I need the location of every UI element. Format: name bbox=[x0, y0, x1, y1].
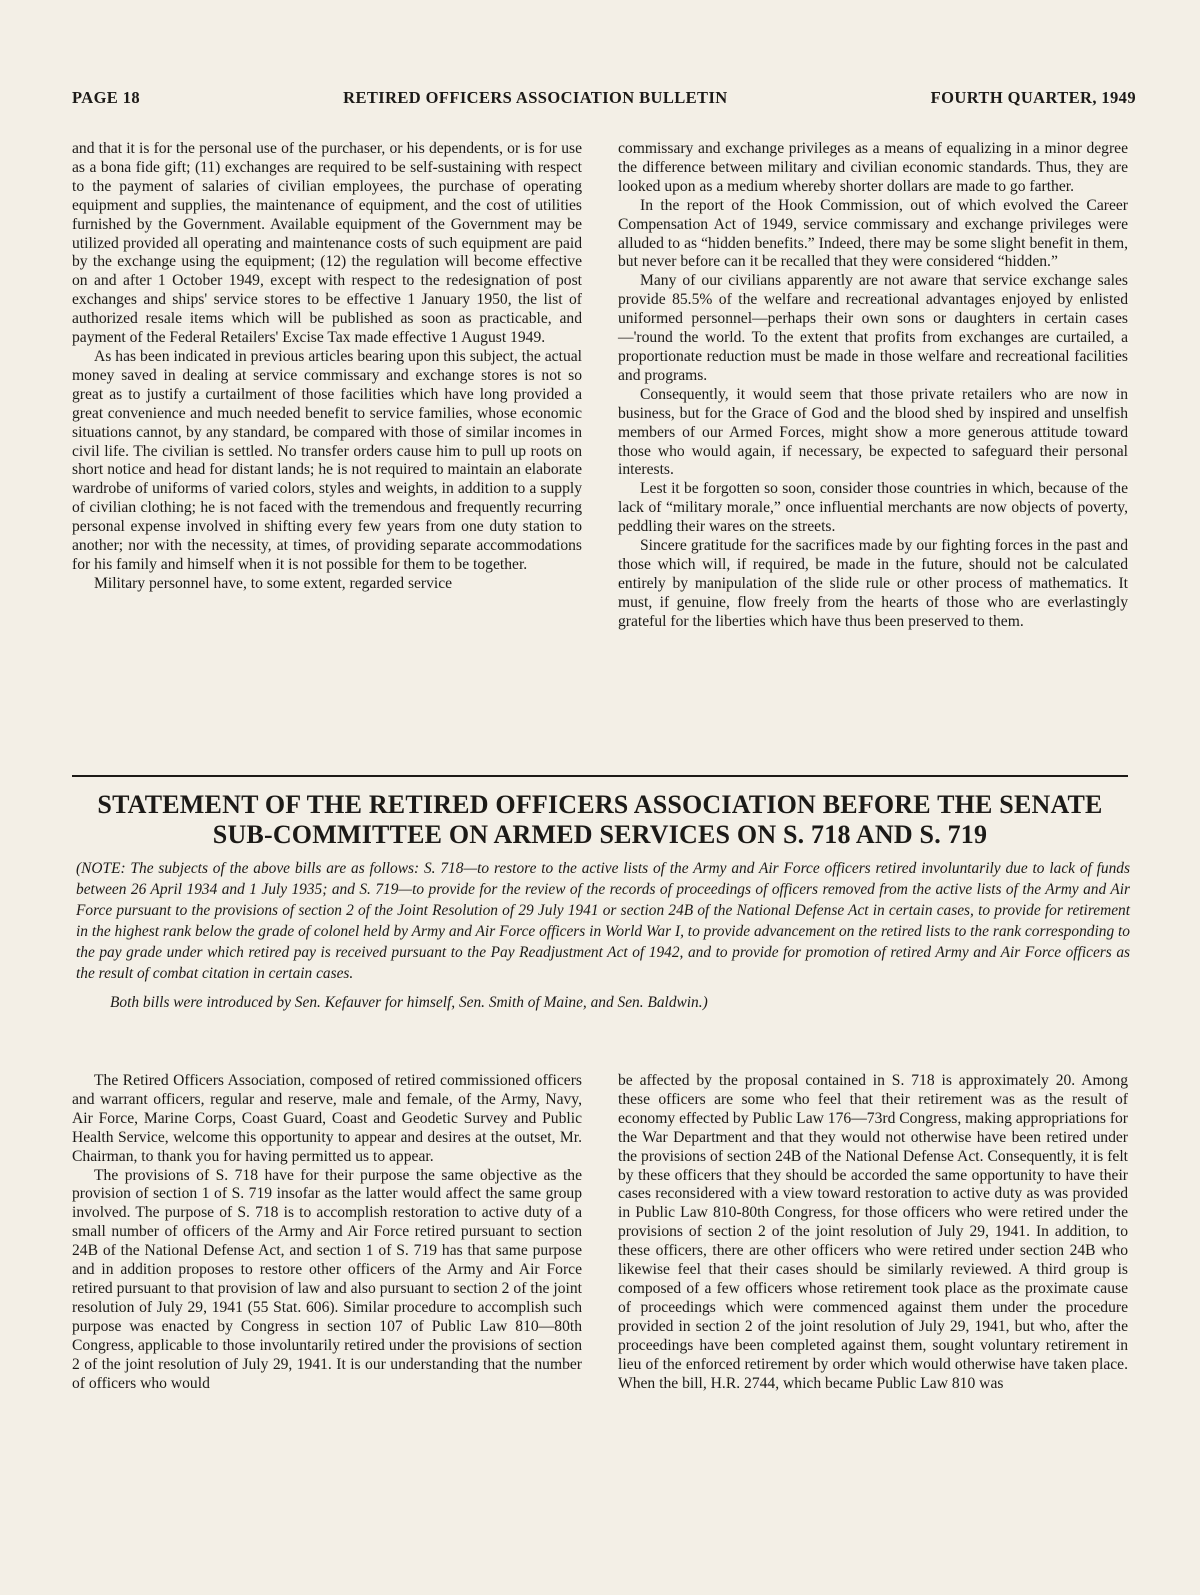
paragraph: and that it is for the personal use of the purchaser, or his dependents, or is for use as a bona fide gift; (11) exchanges are required to be self-sustaining with respect to the payment of salaries of civilian employees, the purchase of operating equipment and supplies, the maintenance of equipment, and the cost of utilities furnished by the Government. Available equipment of the Government may be utilized provided all operating and maintenance costs of such equipment are paid by the exchange using the equipment; (12) the regulation will become effective on and after 1 October 1949, except with respect to the redesignation of post exchanges and ships' service stores to be effective 1 January 1950, the list of authorized resale items which will be published as soon as practicable, and payment of the Federal Retailers' Excise Tax made effective 1 August 1949. bbox=[72, 140, 582, 347]
paragraph: Many of our civilians apparently are not aware that service exchange sales provide 85.5% of the welfare and recreational advantages enjoyed by enlisted uniformed personnel—perhaps their own sons or daughters in certain cases—'round the world. To the extent that profits from exchanges are curtailed, a proportionate reduction must be made in those welfare and recreational facilities and programs. bbox=[618, 272, 1128, 384]
section-divider bbox=[72, 775, 1128, 777]
paragraph: The provisions of S. 718 have for their purpose the same objective as the provision of section 1 of S. 719 insofar as the latter would affect the same group involved. The purpose of S. 718 is to accomplish restoration to active duty of a small number of officers of the Army and Air Force retired pursuant to section 24B of the National Defense Act, and section 1 of S. 719 has that same purpose and in addition proposes to restore other officers of the Army and Air Force retired pursuant to that provision of law and also pursuant to section 2 of the joint resolution of July 29, 1941 (55 Stat. 606). Similar procedure to accomplish such purpose was enacted by Congress in section 107 of Public Law 810—80th Congress, applicable to those involuntarily retired under the provisions of section 2 of the joint resolution of July 29, 1941. It is our understanding that the number of officers who would bbox=[72, 1166, 582, 1392]
top-article-columns bbox=[72, 140, 1128, 632]
paragraph: The Retired Officers Association, composed of retired commissioned officers and warrant officers, regular and reserve, male and female, of the Army, Navy, Air Force, Marine Corps, Coast Guard, Coast and Geodetic Survey and Public Health Service, welcome this opportunity to appear and desires at the outset, Mr. Chairman, to thank you for having permitted us to appear. bbox=[72, 1072, 582, 1165]
running-header bbox=[72, 88, 1136, 108]
paragraph: be affected by the proposal contained in S. 718 is approximately 20. Among these officers are some who feel that their retirement was as the result of economy effected by Public Law 176—73rd Congress, making appropriations for the War Department and that they would not otherwise have been retired under the provisions of section 24B of the National Defense Act. Consequently, it is felt by these officers that they should be accorded the same opportunity to have their cases reconsidered with a view toward restoration to active duty as was provided in Public Law 810-80th Congress, for those officers who were retired under the provisions of section 2 of the joint resolution of July 29, 1941. In addition, to these officers, there are other officers who were retired under section 24B who likewise feel that their cases should be similarly reviewed. A third group is composed of a few officers whose retirement took place as the proximate cause of proceedings which were commenced against them under the procedure provided in section 2 of the joint resolution of July 29, 1941, but who, after the proceedings have been completed against them, sought voluntary retirement in lieu of the enforced retirement by order which would otherwise have taken place. When the bill, H.R. 2744, which became Public Law 810 was bbox=[618, 1072, 1128, 1392]
page-number: PAGE 18 bbox=[72, 88, 141, 107]
headline-line-1: STATEMENT OF THE RETIRED OFFICERS ASSOCIATION BEFORE THE SENATE bbox=[97, 790, 1103, 819]
top-left-column bbox=[72, 140, 582, 632]
paragraph: Consequently, it would seem that those private retailers who are now in business, but for the Grace of God and the blood shed by inspired and unselfish members of our Armed Forces, might show a more generous attitude toward those who would again, if necessary, be expected to safeguard their personal interests. bbox=[618, 385, 1128, 479]
issue-date: FOURTH QUARTER, 1949 bbox=[930, 88, 1136, 107]
headline-line-2: SUB-COMMITTEE ON ARMED SERVICES ON S. 718 AND S. 719 bbox=[212, 820, 988, 849]
paragraph: In the report of the Hook Commission, out of which evolved the Career Compensation Act of 1949, service commissary and exchange privileges were alluded to as “hidden benefits.” Indeed, there may be some slight benefit in them, but never before can it be recalled that they were considered “hidden.” bbox=[618, 196, 1128, 271]
paragraph: Military personnel have, to some extent, regarded service bbox=[94, 574, 453, 592]
publication-title: RETIRED OFFICERS ASSOCIATION BULLETIN bbox=[343, 88, 728, 107]
note-text: (NOTE: The subjects of the above bills are as follows: S. 718—to restore to the active lists of the Army and Air Force officers retired involuntarily due to lack of funds between 26 April 1934 and 1 July 1935; and S. 719—to provide for the review of the records of proceedings of officers removed from the active lists of the Army and Air Force pursuant to the provisions of section 2 of the Joint Resolution of 29 July 1941 or section 24B of the National Defense Act in certain cases, to provide for retirement in the highest rank below the grade of colonel held by Army and Air Force officers in World War I, to provide advancement on the retired lists to the rank corresponding to the pay grade under which retired pay is received pursuant to the Pay Readjustment Act of 1942, and to provide for promotion of retired Army and Air Force officers as the result of combat citation in certain cases. bbox=[76, 860, 1130, 982]
statement-headline bbox=[60, 790, 1140, 850]
editor-note bbox=[76, 858, 1130, 1013]
paragraph: Lest it be forgotten so soon, consider those countries in which, because of the lack of “military morale,” once influential merchants are now objects of poverty, peddling their wares on the streets. bbox=[618, 480, 1128, 536]
top-right-column bbox=[618, 140, 1128, 632]
paragraph: Sincere gratitude for the sacrifices made by our fighting forces in the past and those which will, if required, be made in the future, should not be calculated entirely by manipulation of the slide rule or other process of mathematics. It must, if genuine, flow freely from the hearts of those who are everlastingly grateful for the liberties which have thus been preserved to them. bbox=[618, 537, 1128, 630]
note-byline: Both bills were introduced by Sen. Kefauver for himself, Sen. Smith of Maine, and Sen. Baldwin.) bbox=[110, 994, 708, 1011]
statement-right-column bbox=[618, 1072, 1128, 1393]
paragraph: commissary and exchange privileges as a means of equalizing in a minor degree the difference between military and civilian economic standards. Thus, they are looked upon as a medium whereby shorter dollars are made to go farther. bbox=[618, 140, 1128, 195]
statement-columns bbox=[72, 1072, 1128, 1393]
statement-left-column bbox=[72, 1072, 582, 1393]
paragraph: As has been indicated in previous articles bearing upon this subject, the actual money saved in dealing at service commissary and exchange stores is not so great as to justify a curtailment of those facilities which have long provided a great convenience and much needed benefit to service families, whose economic situations cannot, by any standard, be compared with those of similar incomes in civil life. The civilian is settled. No transfer orders cause him to pull up roots on short notice and head for distant lands; he is not required to maintain an elaborate wardrobe of uniforms of varied colors, styles and weights, in addition to a supply of civilian clothing; he is not faced with the tremendous and frequently recurring personal expense involved in shifting every few years from one duty station to another; nor with the necessity, at times, of providing separate accommodations for his family and himself when it is not possible for them to be together. bbox=[72, 347, 582, 573]
